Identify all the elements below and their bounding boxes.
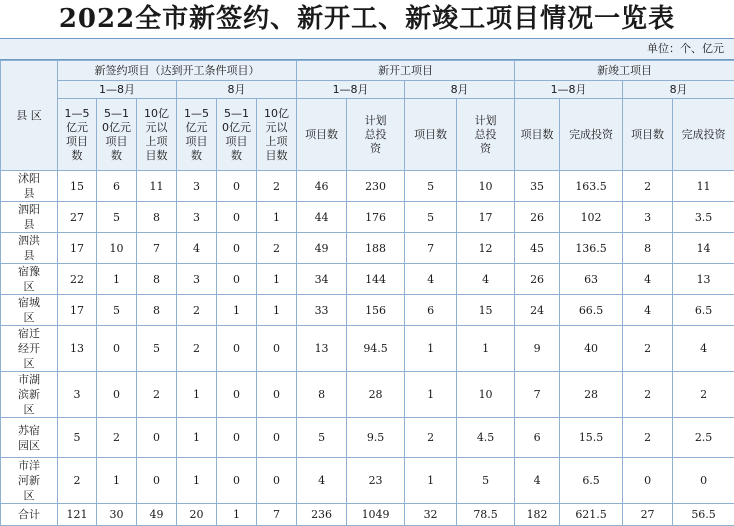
value-cell: 621.5 bbox=[560, 504, 623, 526]
value-cell: 2 bbox=[177, 326, 217, 372]
value-cell: 5 bbox=[58, 418, 97, 458]
value-cell: 6 bbox=[515, 418, 560, 458]
value-cell: 10 bbox=[457, 171, 515, 202]
value-cell: 66.5 bbox=[560, 295, 623, 326]
value-cell: 32 bbox=[405, 504, 457, 526]
table-row bbox=[1, 202, 734, 233]
value-cell: 40 bbox=[560, 326, 623, 372]
value-cell: 176 bbox=[347, 202, 405, 233]
period-header: 8月 bbox=[177, 81, 297, 99]
period-header: 1—8月 bbox=[515, 81, 623, 99]
county-cell: 市湖滨新区 bbox=[1, 372, 58, 418]
column-header: 项目数 bbox=[297, 99, 347, 171]
total-row bbox=[1, 504, 734, 526]
value-cell: 182 bbox=[515, 504, 560, 526]
value-cell: 0 bbox=[217, 418, 257, 458]
unit-label: 单位：个、亿元 bbox=[0, 39, 734, 60]
value-cell: 0 bbox=[217, 264, 257, 295]
value-cell: 27 bbox=[58, 202, 97, 233]
value-cell: 6 bbox=[405, 295, 457, 326]
column-header: 完成投资 bbox=[673, 99, 734, 171]
value-cell: 5 bbox=[457, 458, 515, 504]
value-cell: 63 bbox=[560, 264, 623, 295]
column-header: 项目数 bbox=[623, 99, 673, 171]
table-row bbox=[1, 326, 734, 372]
table-row bbox=[1, 264, 734, 295]
value-cell: 6.5 bbox=[673, 295, 734, 326]
column-header: 1—5亿元项目数 bbox=[177, 99, 217, 171]
value-cell: 17 bbox=[58, 233, 97, 264]
value-cell: 3.5 bbox=[673, 202, 734, 233]
value-cell: 4 bbox=[297, 458, 347, 504]
value-cell: 15.5 bbox=[560, 418, 623, 458]
value-cell: 7 bbox=[137, 233, 177, 264]
table-row bbox=[1, 372, 734, 418]
value-cell: 1 bbox=[257, 295, 297, 326]
value-cell: 13 bbox=[58, 326, 97, 372]
value-cell: 17 bbox=[58, 295, 97, 326]
value-cell: 2 bbox=[97, 418, 137, 458]
column-header: 计划总投资 bbox=[457, 99, 515, 171]
value-cell: 2.5 bbox=[673, 418, 734, 458]
value-cell: 2 bbox=[137, 372, 177, 418]
value-cell: 4 bbox=[623, 264, 673, 295]
value-cell: 3 bbox=[177, 171, 217, 202]
value-cell: 1 bbox=[217, 295, 257, 326]
column-header: 项目数 bbox=[405, 99, 457, 171]
county-cell: 泗阳县 bbox=[1, 202, 58, 233]
county-cell: 合计 bbox=[1, 504, 58, 526]
value-cell: 33 bbox=[297, 295, 347, 326]
value-cell: 15 bbox=[457, 295, 515, 326]
county-header: 县 区 bbox=[1, 61, 58, 171]
value-cell: 4 bbox=[515, 458, 560, 504]
value-cell: 5 bbox=[97, 295, 137, 326]
value-cell: 230 bbox=[347, 171, 405, 202]
value-cell: 4 bbox=[405, 264, 457, 295]
value-cell: 45 bbox=[515, 233, 560, 264]
value-cell: 28 bbox=[560, 372, 623, 418]
value-cell: 1 bbox=[405, 372, 457, 418]
value-cell: 7 bbox=[257, 504, 297, 526]
value-cell: 5 bbox=[405, 202, 457, 233]
value-cell: 4 bbox=[623, 295, 673, 326]
column-header: 10亿元以上项目数 bbox=[137, 99, 177, 171]
value-cell: 6 bbox=[97, 171, 137, 202]
value-cell: 12 bbox=[457, 233, 515, 264]
value-cell: 3 bbox=[623, 202, 673, 233]
value-cell: 5 bbox=[297, 418, 347, 458]
value-cell: 0 bbox=[673, 458, 734, 504]
value-cell: 188 bbox=[347, 233, 405, 264]
table-row bbox=[1, 458, 734, 504]
value-cell: 13 bbox=[297, 326, 347, 372]
value-cell: 26 bbox=[515, 264, 560, 295]
value-cell: 3 bbox=[177, 264, 217, 295]
value-cell: 1 bbox=[457, 326, 515, 372]
column-header: 完成投资 bbox=[560, 99, 623, 171]
value-cell: 94.5 bbox=[347, 326, 405, 372]
value-cell: 7 bbox=[515, 372, 560, 418]
value-cell: 0 bbox=[217, 458, 257, 504]
value-cell: 0 bbox=[217, 202, 257, 233]
value-cell: 2 bbox=[623, 326, 673, 372]
value-cell: 8 bbox=[137, 264, 177, 295]
value-cell: 156 bbox=[347, 295, 405, 326]
value-cell: 8 bbox=[297, 372, 347, 418]
value-cell: 0 bbox=[217, 326, 257, 372]
county-cell: 市洋河新区 bbox=[1, 458, 58, 504]
value-cell: 1 bbox=[257, 202, 297, 233]
value-cell: 1049 bbox=[347, 504, 405, 526]
county-cell: 苏宿园区 bbox=[1, 418, 58, 458]
value-cell: 17 bbox=[457, 202, 515, 233]
value-cell: 0 bbox=[257, 372, 297, 418]
value-cell: 1 bbox=[177, 458, 217, 504]
value-cell: 2 bbox=[623, 171, 673, 202]
value-cell: 9 bbox=[515, 326, 560, 372]
value-cell: 0 bbox=[137, 458, 177, 504]
county-cell: 泗洪县 bbox=[1, 233, 58, 264]
county-cell: 宿豫区 bbox=[1, 264, 58, 295]
value-cell: 144 bbox=[347, 264, 405, 295]
value-cell: 26 bbox=[515, 202, 560, 233]
table-header bbox=[1, 61, 734, 171]
value-cell: 102 bbox=[560, 202, 623, 233]
group-header-signed: 新签约项目（达到开工条件项目） bbox=[58, 61, 297, 81]
value-cell: 3 bbox=[58, 372, 97, 418]
value-cell: 30 bbox=[97, 504, 137, 526]
value-cell: 6.5 bbox=[560, 458, 623, 504]
county-cell: 沭阳县 bbox=[1, 171, 58, 202]
value-cell: 1 bbox=[177, 418, 217, 458]
county-cell: 宿迁经开区 bbox=[1, 326, 58, 372]
value-cell: 5 bbox=[137, 326, 177, 372]
value-cell: 0 bbox=[97, 372, 137, 418]
project-table bbox=[0, 60, 734, 526]
value-cell: 27 bbox=[623, 504, 673, 526]
value-cell: 2 bbox=[257, 233, 297, 264]
value-cell: 46 bbox=[297, 171, 347, 202]
value-cell: 2 bbox=[58, 458, 97, 504]
value-cell: 13 bbox=[673, 264, 734, 295]
column-header: 计划总投资 bbox=[347, 99, 405, 171]
table-row bbox=[1, 171, 734, 202]
value-cell: 20 bbox=[177, 504, 217, 526]
table-row bbox=[1, 295, 734, 326]
column-header: 5—10亿元项目数 bbox=[97, 99, 137, 171]
value-cell: 0 bbox=[217, 171, 257, 202]
value-cell: 0 bbox=[137, 418, 177, 458]
value-cell: 0 bbox=[217, 372, 257, 418]
value-cell: 0 bbox=[257, 458, 297, 504]
table-row bbox=[1, 233, 734, 264]
value-cell: 35 bbox=[515, 171, 560, 202]
value-cell: 163.5 bbox=[560, 171, 623, 202]
value-cell: 44 bbox=[297, 202, 347, 233]
column-header: 项目数 bbox=[515, 99, 560, 171]
value-cell: 22 bbox=[58, 264, 97, 295]
group-header-started: 新开工项目 bbox=[297, 61, 515, 81]
value-cell: 4.5 bbox=[457, 418, 515, 458]
value-cell: 2 bbox=[257, 171, 297, 202]
value-cell: 3 bbox=[177, 202, 217, 233]
value-cell: 4 bbox=[457, 264, 515, 295]
value-cell: 0 bbox=[257, 418, 297, 458]
value-cell: 15 bbox=[58, 171, 97, 202]
value-cell: 5 bbox=[405, 171, 457, 202]
value-cell: 11 bbox=[137, 171, 177, 202]
value-cell: 0 bbox=[217, 233, 257, 264]
period-header: 8月 bbox=[405, 81, 515, 99]
column-header: 10亿元以上项目数 bbox=[257, 99, 297, 171]
value-cell: 1 bbox=[97, 264, 137, 295]
value-cell: 9.5 bbox=[347, 418, 405, 458]
value-cell: 0 bbox=[97, 326, 137, 372]
value-cell: 136.5 bbox=[560, 233, 623, 264]
column-header: 1—5亿元项目数 bbox=[58, 99, 97, 171]
value-cell: 1 bbox=[217, 504, 257, 526]
value-cell: 121 bbox=[58, 504, 97, 526]
value-cell: 8 bbox=[137, 295, 177, 326]
value-cell: 1 bbox=[257, 264, 297, 295]
page-title: 2022全市新签约、新开工、新竣工项目情况一览表 bbox=[0, 0, 734, 39]
value-cell: 8 bbox=[137, 202, 177, 233]
value-cell: 49 bbox=[137, 504, 177, 526]
value-cell: 1 bbox=[97, 458, 137, 504]
value-cell: 28 bbox=[347, 372, 405, 418]
value-cell: 1 bbox=[177, 372, 217, 418]
value-cell: 7 bbox=[405, 233, 457, 264]
group-header-completed: 新竣工项目 bbox=[515, 61, 734, 81]
value-cell: 2 bbox=[623, 372, 673, 418]
value-cell: 2 bbox=[177, 295, 217, 326]
value-cell: 2 bbox=[405, 418, 457, 458]
value-cell: 11 bbox=[673, 171, 734, 202]
county-cell: 宿城区 bbox=[1, 295, 58, 326]
period-header: 8月 bbox=[623, 81, 734, 99]
value-cell: 78.5 bbox=[457, 504, 515, 526]
value-cell: 10 bbox=[457, 372, 515, 418]
value-cell: 10 bbox=[97, 233, 137, 264]
value-cell: 24 bbox=[515, 295, 560, 326]
column-header: 5—10亿元项目数 bbox=[217, 99, 257, 171]
value-cell: 49 bbox=[297, 233, 347, 264]
table-body bbox=[1, 171, 734, 526]
value-cell: 4 bbox=[673, 326, 734, 372]
value-cell: 8 bbox=[623, 233, 673, 264]
value-cell: 0 bbox=[257, 326, 297, 372]
value-cell: 1 bbox=[405, 326, 457, 372]
value-cell: 1 bbox=[405, 458, 457, 504]
value-cell: 0 bbox=[623, 458, 673, 504]
table-row bbox=[1, 418, 734, 458]
value-cell: 23 bbox=[347, 458, 405, 504]
value-cell: 14 bbox=[673, 233, 734, 264]
period-header: 1—8月 bbox=[58, 81, 177, 99]
value-cell: 5 bbox=[97, 202, 137, 233]
value-cell: 34 bbox=[297, 264, 347, 295]
value-cell: 56.5 bbox=[673, 504, 734, 526]
value-cell: 2 bbox=[673, 372, 734, 418]
value-cell: 4 bbox=[177, 233, 217, 264]
period-header: 1—8月 bbox=[297, 81, 405, 99]
value-cell: 236 bbox=[297, 504, 347, 526]
value-cell: 2 bbox=[623, 418, 673, 458]
